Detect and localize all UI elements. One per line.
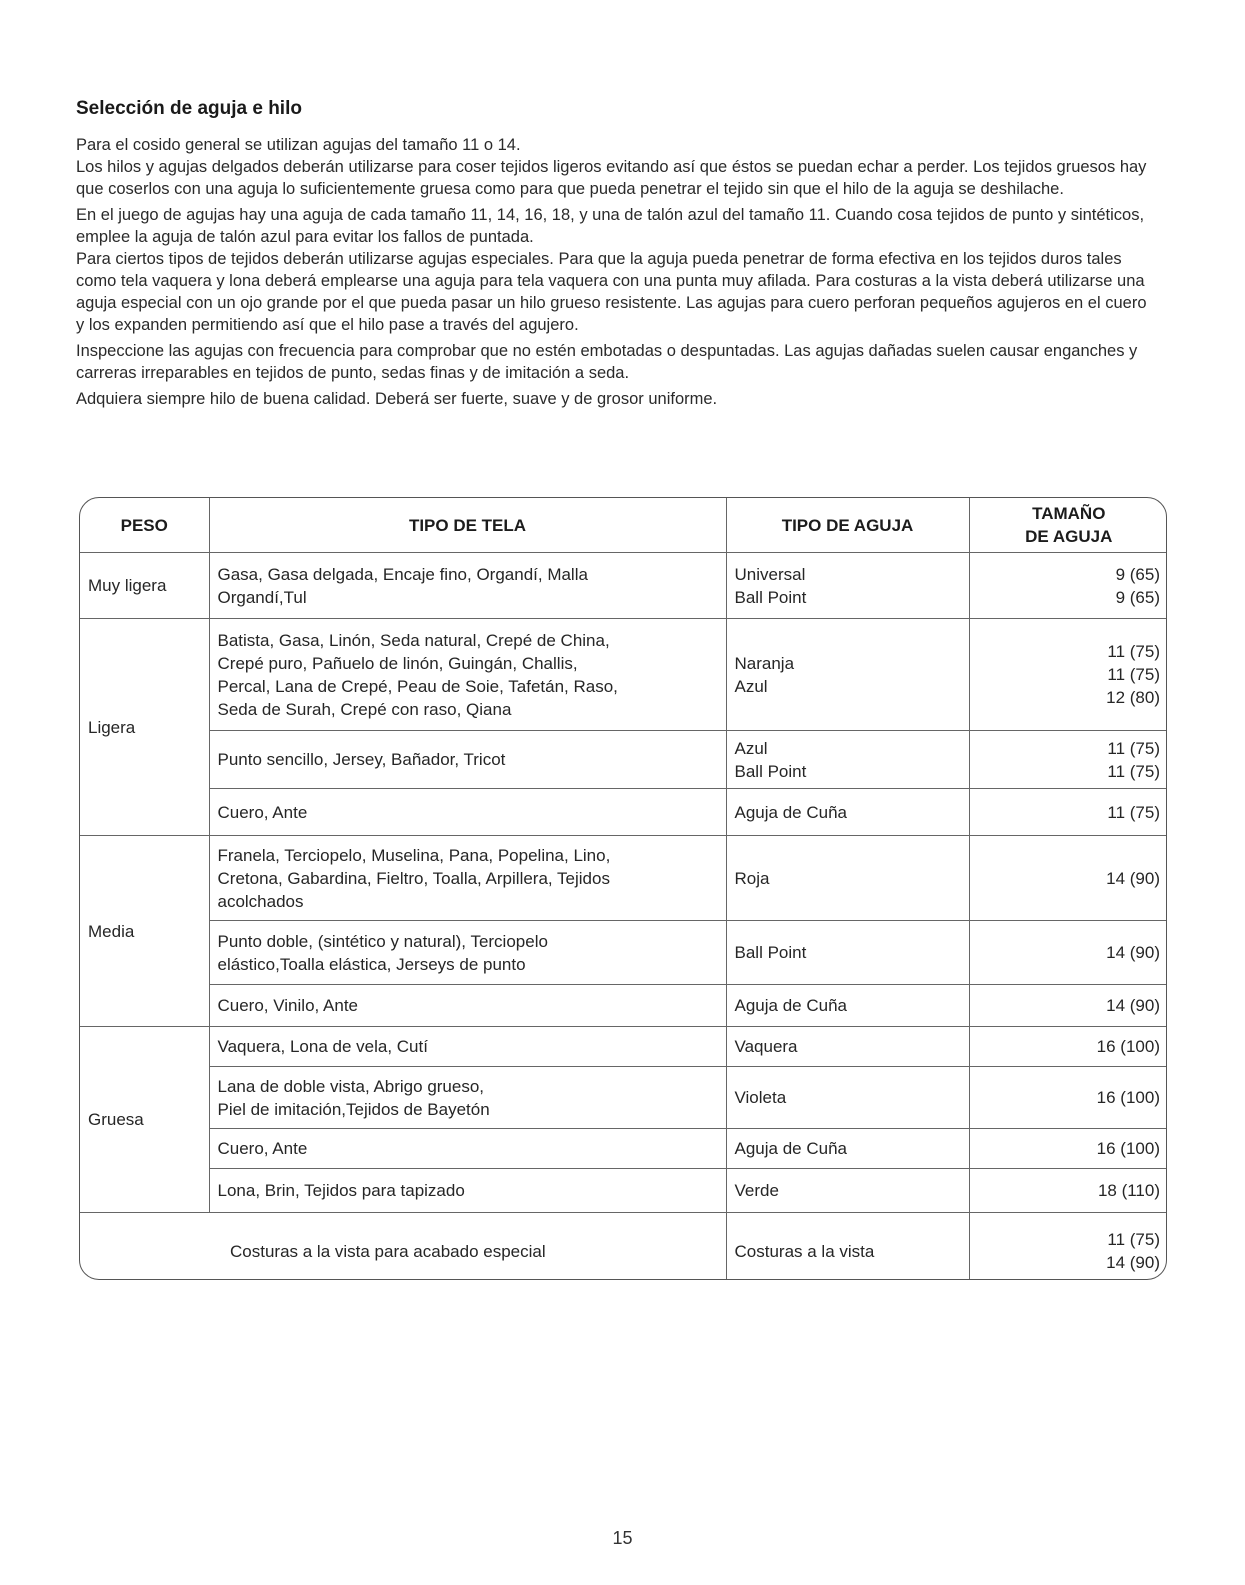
size-cell: 14 (90) [969, 985, 1167, 1027]
paragraph: Para ciertos tipos de tejidos deberán utilizarse agujas especiales. Para que la aguja pueda penetrar de forma efectiva en los tejidos duros tales como tela vaquera y lona deberá emplearse una aguja para tela vaquera con una punta muy afilada. Para costuras a la vista deberá utilizarse una aguja especial con un ojo grande por el que pueda pasar un hilo grueso resistente. Las agujas para cuero perforan pequeños agujeros en el cuero y los expanden permitiendo así que el hilo pase a través del agujero. [76, 250, 1147, 334]
size-cell: 16 (100) [969, 1067, 1167, 1129]
table-row [80, 985, 1167, 1027]
section-heading: Selección de aguja e hilo [76, 98, 302, 119]
size-cell: 16 (100) [969, 1129, 1167, 1169]
table-row [80, 619, 1167, 731]
paragraph: Para el cosido general se utilizan agujas del tamaño 11 o 14. [76, 136, 521, 154]
table-row [80, 1129, 1167, 1169]
tela-cell: Batista, Gasa, Linón, Seda natural, Crepé de China, Crepé puro, Pañuelo de linón, Guingán, Challis, Percal, Lana de Crepé, Peau de Soie, Tafetán, Raso, Seda de Surah, Crepé con raso, Qiana [209, 619, 726, 731]
aguja-cell: Verde [726, 1169, 969, 1213]
header-tipo-tela: TIPO DE TELA [209, 498, 726, 553]
aguja-cell: Costuras a la vista [726, 1213, 969, 1281]
size-cell: 11 (75) 11 (75) 12 (80) [969, 619, 1167, 731]
paragraph: Los hilos y agujas delgados deberán utilizarse para coser tejidos ligeros evitando así que éstos se puedan echar a perder. Los tejidos gruesos hay que coserlos con una aguja lo suficientemente gruesa como para que pueda penetrar el tejido sin que el hilo de la aguja se deshilache. [76, 158, 1147, 198]
table-row [80, 1067, 1167, 1129]
paragraph: Adquiera siempre hilo de buena calidad. Deberá ser fuerte, suave y de grosor uniforme. [76, 390, 718, 408]
tela-cell: Lana de doble vista, Abrigo grueso, Piel de imitación,Tejidos de Bayetón [209, 1067, 726, 1129]
header-tamano-line2: DE AGUJA [1025, 527, 1113, 546]
tela-cell: Cuero, Ante [209, 789, 726, 836]
header-tipo-aguja: TIPO DE AGUJA [726, 498, 969, 553]
size-cell: 18 (110) [969, 1169, 1167, 1213]
header-tamano-aguja [969, 498, 1167, 553]
aguja-cell: Violeta [726, 1067, 969, 1129]
table-row [80, 921, 1167, 985]
tela-cell: Lona, Brin, Tejidos para tapizado [209, 1169, 726, 1213]
tela-cell: Cuero, Vinilo, Ante [209, 985, 726, 1027]
aguja-cell: Azul Ball Point [726, 731, 969, 789]
table-header-row [80, 498, 1167, 553]
table-row [80, 1213, 1167, 1281]
size-cell: 11 (75) [969, 789, 1167, 836]
size-cell: 11 (75) 11 (75) [969, 731, 1167, 789]
aguja-cell: Aguja de Cuña [726, 985, 969, 1027]
tela-cell: Franela, Terciopelo, Muselina, Pana, Popelina, Lino, Cretona, Gabardina, Fieltro, Toalla, Arpillera, Tejidos acolchados [209, 836, 726, 921]
table-row [80, 1027, 1167, 1067]
size-cell: 14 (90) [969, 921, 1167, 985]
peso-cell-media: Media [80, 836, 209, 1027]
page-number: 15 [612, 1528, 633, 1548]
tela-cell: Gasa, Gasa delgada, Encaje fino, Organdí, Malla Organdí,Tul [209, 553, 726, 619]
tela-cell-special: Costuras a la vista para acabado especial [80, 1213, 726, 1281]
aguja-cell: Aguja de Cuña [726, 1129, 969, 1169]
table-row [80, 836, 1167, 921]
needle-thread-table-frame [79, 497, 1167, 1280]
tela-cell: Cuero, Ante [209, 1129, 726, 1169]
paragraph: Inspeccione las agujas con frecuencia para comprobar que no estén embotadas o despuntadas. Las agujas dañadas suelen causar enganches y carreras irreparables en tejidos de punto, sedas finas y de imitación a seda. [76, 342, 1138, 382]
size-cell: 9 (65) 9 (65) [969, 553, 1167, 619]
size-cell: 11 (75) 14 (90) [969, 1213, 1167, 1281]
size-cell: 14 (90) [969, 836, 1167, 921]
aguja-cell: Roja [726, 836, 969, 921]
peso-cell-gruesa: Gruesa [80, 1027, 209, 1213]
needle-thread-table [80, 498, 1167, 1280]
aguja-cell: Vaquera [726, 1027, 969, 1067]
table-row [80, 553, 1167, 619]
paragraph: En el juego de agujas hay una aguja de cada tamaño 11, 14, 16, 18, y una de talón azul del tamaño 11. Cuando cosa tejidos de punto y sintéticos, emplee la aguja de talón azul para evitar los fallos de puntada. [76, 206, 1145, 246]
size-cell: 16 (100) [969, 1027, 1167, 1067]
table-row [80, 731, 1167, 789]
aguja-cell: Naranja Azul [726, 619, 969, 731]
header-peso: PESO [80, 498, 209, 553]
aguja-cell: Aguja de Cuña [726, 789, 969, 836]
tela-cell: Punto doble, (sintético y natural), Terciopelo elástico,Toalla elástica, Jerseys de punto [209, 921, 726, 985]
tela-cell: Punto sencillo, Jersey, Bañador, Tricot [209, 731, 726, 789]
peso-cell-muy-ligera: Muy ligera [80, 553, 209, 619]
table-row [80, 1169, 1167, 1213]
peso-cell-ligera: Ligera [80, 619, 209, 836]
aguja-cell: Ball Point [726, 921, 969, 985]
tela-cell: Vaquera, Lona de vela, Cutí [209, 1027, 726, 1067]
intro-text [76, 134, 1151, 414]
aguja-cell: Universal Ball Point [726, 553, 969, 619]
header-tamano-line1: TAMAÑO [1032, 504, 1106, 523]
table-row [80, 789, 1167, 836]
